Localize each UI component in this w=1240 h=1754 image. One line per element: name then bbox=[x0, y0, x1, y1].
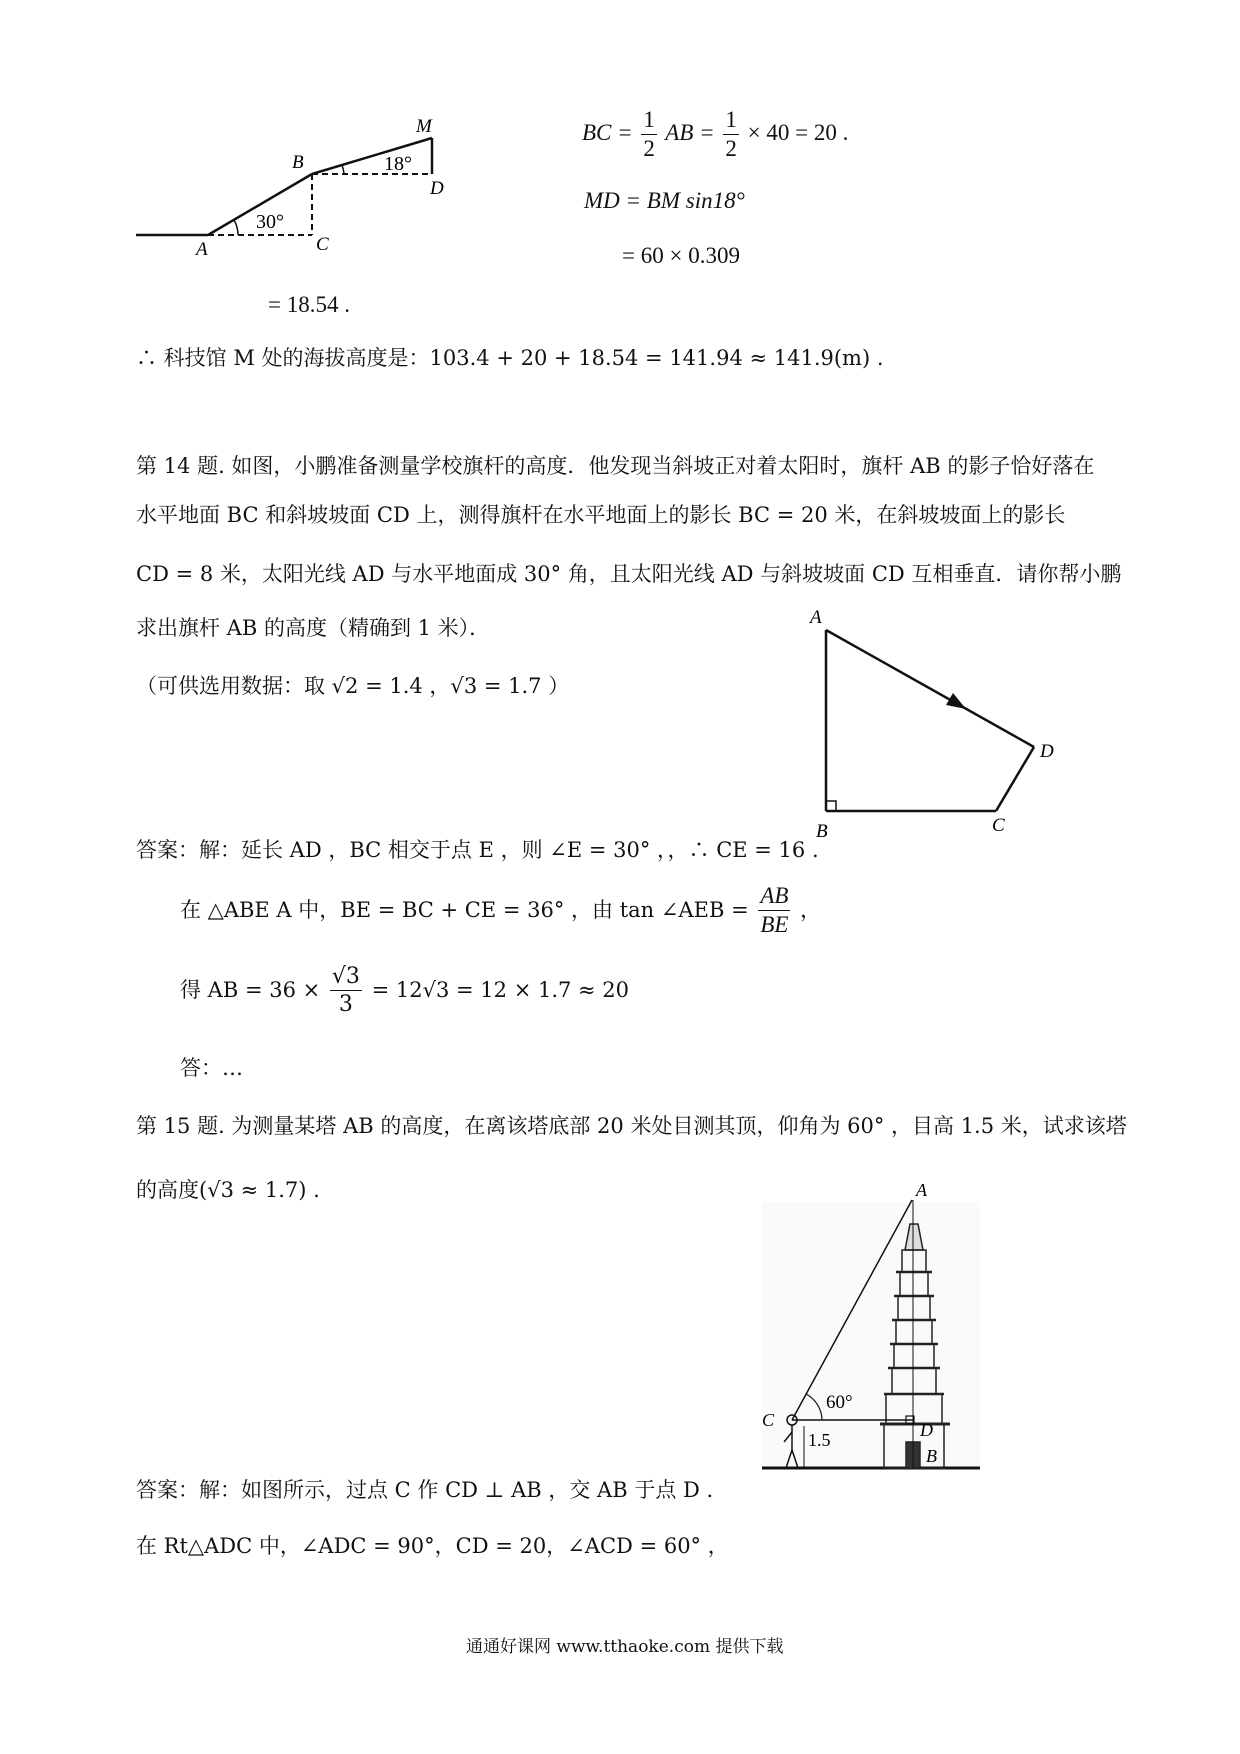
fraction-half-2 bbox=[723, 108, 739, 161]
q14-answer-line2 bbox=[180, 884, 821, 937]
right-angle-mark bbox=[826, 801, 836, 811]
q15-answer-line1: 答案：解：如图所示，过点 C 作 CD ⊥ AB ，交 AB 于点 D . bbox=[136, 1478, 714, 1502]
q14-line3: CD = 8 米，太阳光线 AD 与水平地面成 30° 角，且太阳光线 AD 与斜坡坡面 CD 互相垂直．请你帮小鹏 bbox=[136, 562, 1122, 586]
q14-answer-line3 bbox=[180, 965, 629, 1016]
slope-cd bbox=[996, 747, 1034, 811]
angle-arc-18 bbox=[342, 165, 344, 174]
q15-line1: 第 15 题. 为测量某塔 AB 的高度，在离该塔底部 20 米处目测其顶，仰角为 60° ，目高 1.5 米，试求该塔 bbox=[136, 1114, 1127, 1138]
conclusion-line: ∴ 科技馆 M 处的海拔高度是：103.4 + 20 + 18.54 = 141.94 ≈ 141.9(m) . bbox=[136, 346, 884, 370]
slope-bm bbox=[312, 138, 432, 174]
q14-label-a: A bbox=[810, 607, 822, 628]
fraction-den: 3 bbox=[338, 992, 353, 1018]
q15-label-b: B bbox=[926, 1446, 937, 1466]
q14-line2: 水平地面 BC 和斜坡坡面 CD 上，测得旗杆在水平地面上的影长 BC = 20 米，在斜坡坡面上的影长 bbox=[136, 503, 1066, 527]
q14-answer-line3-left: 得 AB = 36 × bbox=[180, 978, 321, 1003]
bc-eq-left: BC = bbox=[582, 119, 633, 145]
q15-label-a: A bbox=[916, 1180, 927, 1200]
q15-pagoda-figure bbox=[760, 1180, 985, 1480]
fraction-ab-be bbox=[758, 884, 790, 937]
fraction-sqrt3-3 bbox=[330, 965, 362, 1016]
angle-label-18: 18° bbox=[384, 153, 412, 175]
fraction-num: 1 bbox=[723, 108, 739, 135]
fraction-num: AB bbox=[758, 884, 790, 911]
bc-equation bbox=[582, 108, 848, 161]
q14-figure bbox=[800, 605, 1070, 845]
q15-label-c: C bbox=[762, 1410, 775, 1430]
md-result: = 18.54 . bbox=[268, 292, 350, 317]
md-calculation: = 60 × 0.309 bbox=[622, 243, 740, 268]
md-equation: MD = BM sin18° bbox=[584, 188, 745, 213]
fraction-num: 1 bbox=[641, 108, 657, 135]
q14-answer-line3-right: = 12√3 = 12 × 1.7 ≈ 20 bbox=[371, 978, 630, 1003]
figure-background bbox=[762, 1202, 980, 1468]
slope-figure bbox=[130, 110, 460, 260]
q14-line1: 第 14 题. 如图，小鹏准备测量学校旗杆的高度．他发现当斜坡正对着太阳时，旗杆 AB 的影子恰好落在 bbox=[136, 454, 1095, 478]
q14-answer-line2-right: ， bbox=[800, 898, 822, 923]
q14-label-c: C bbox=[992, 815, 1005, 836]
label-m: M bbox=[416, 116, 432, 137]
q14-answer-line2-left: 在 △ABE A 中，BE = BC + CE = 36° ，由 tan ∠AEB = bbox=[180, 898, 749, 923]
q15-answer-line2: 在 Rt△ADC 中，∠ADC = 90°，CD = 20，∠ACD = 60° ， bbox=[136, 1534, 729, 1558]
angle-arc-30 bbox=[234, 220, 238, 235]
label-d: D bbox=[430, 178, 444, 199]
fraction-num: √3 bbox=[330, 965, 362, 991]
fraction-half-1 bbox=[641, 108, 657, 161]
angle-label-30: 30° bbox=[256, 211, 284, 233]
q15-angle-60: 60° bbox=[826, 1392, 853, 1413]
q14-answer-line4: 答：… bbox=[180, 1056, 243, 1080]
q14-answer-line1: 答案：解：延长 AD ，BC 相交于点 E ，则 ∠E = 30° ，，∴ CE = 16 . bbox=[136, 838, 819, 862]
fraction-den: 2 bbox=[725, 136, 737, 162]
q15-line2: 的高度(√3 ≈ 1.7) . bbox=[136, 1178, 320, 1202]
q14-line4: 求出旗杆 AB 的高度（精确到 1 米）． bbox=[136, 616, 491, 640]
sunray-ad bbox=[826, 630, 1034, 747]
q14-label-b: B bbox=[816, 821, 828, 842]
q14-label-d: D bbox=[1040, 741, 1054, 762]
label-b: B bbox=[292, 152, 304, 173]
arrow-head bbox=[946, 693, 966, 709]
bc-eq-right: × 40 = 20 . bbox=[747, 119, 849, 145]
page-footer: 通通好课网 www.tthaoke.com 提供下载 bbox=[466, 1637, 784, 1657]
bc-eq-mid: AB = bbox=[665, 119, 715, 145]
fraction-den: BE bbox=[760, 912, 789, 938]
label-c: C bbox=[316, 234, 329, 255]
q15-height-15: 1.5 bbox=[808, 1430, 831, 1450]
q14-data-hint: （可供选用数据：取 √2 = 1.4 ，√3 = 1.7 ） bbox=[136, 674, 570, 698]
q15-label-d: D bbox=[920, 1420, 933, 1440]
label-a: A bbox=[196, 239, 208, 260]
fraction-den: 2 bbox=[643, 136, 655, 162]
